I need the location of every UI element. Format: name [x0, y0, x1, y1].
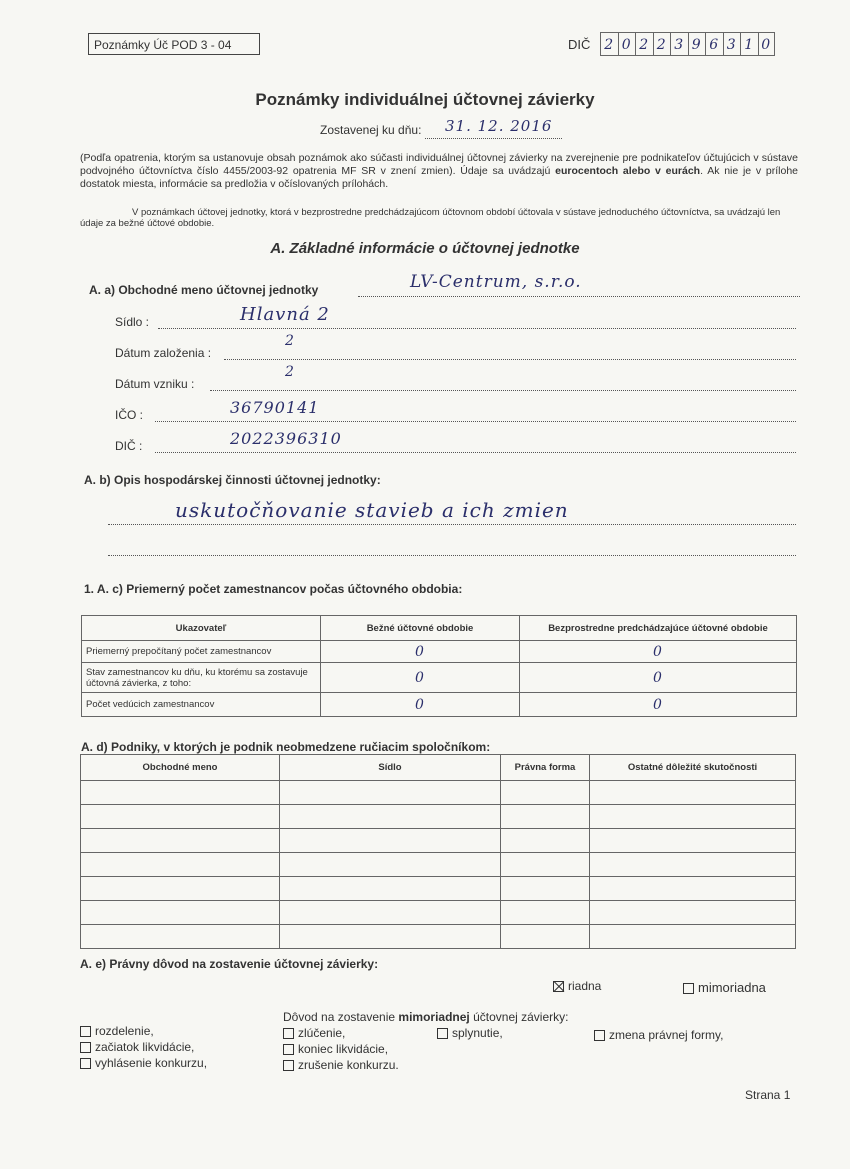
option-rozdelenie[interactable] [80, 1024, 154, 1038]
dotted-line [108, 524, 796, 525]
checkbox[interactable] [283, 1044, 294, 1055]
cell[interactable] [501, 805, 590, 829]
option-label: začiatok likvidácie, [95, 1040, 195, 1054]
checkbox[interactable] [437, 1028, 448, 1039]
current-value[interactable]: 0 [321, 693, 520, 717]
cell[interactable] [590, 805, 796, 829]
cell[interactable] [280, 781, 501, 805]
a-c-label: 1. A. c) Priemerný počet zamestnancov počas účtovného obdobia: [84, 582, 463, 596]
cell[interactable] [501, 925, 590, 949]
option-zaciatok-likvidacie[interactable] [80, 1040, 194, 1054]
option-vyhlasenie-konkurzu[interactable] [80, 1056, 207, 1070]
dic-digit: 2 [653, 32, 671, 56]
cell[interactable] [81, 781, 280, 805]
compiled-date[interactable]: 31. 12. 2016 [445, 117, 553, 135]
checkbox[interactable] [283, 1060, 294, 1071]
section-a-title: A. Základné informácie o účtovnej jednotke [270, 240, 580, 257]
dotted-line [108, 555, 796, 556]
a-e-label: A. e) Právny dôvod na zostavenie účtovnej závierky: [80, 957, 379, 971]
reason-heading: Dôvod na zostavenie mimoriadnej účtovnej závierky: [283, 1010, 569, 1024]
table-row [81, 829, 796, 853]
employees-table [81, 615, 797, 717]
table-row [81, 925, 796, 949]
cell[interactable] [280, 925, 501, 949]
page-title: Poznámky individuálnej účtovnej závierky [255, 90, 595, 109]
dic-boxes [600, 32, 775, 56]
current-value[interactable]: 0 [321, 663, 520, 693]
dotted-line [224, 359, 796, 360]
compiled-line [425, 138, 562, 139]
dic-digit: 9 [688, 32, 706, 56]
a-a-label: A. a) Obchodné meno účtovnej jednotky [89, 283, 319, 297]
option-label: splynutie, [452, 1026, 503, 1040]
dotted-line [158, 328, 796, 329]
checkbox[interactable] [80, 1058, 91, 1069]
checkbox[interactable] [80, 1026, 91, 1037]
header-cell: Právna forma [501, 755, 590, 781]
mimoriadna-option[interactable] [683, 980, 766, 995]
table-row [82, 693, 797, 717]
ico-value[interactable]: 36790141 [230, 398, 320, 417]
cell[interactable] [280, 805, 501, 829]
cell[interactable] [81, 901, 280, 925]
cell[interactable] [280, 901, 501, 925]
dic-digit: 0 [618, 32, 636, 56]
cell[interactable] [590, 829, 796, 853]
option-splynutie[interactable] [437, 1026, 503, 1040]
dic-digit: 6 [705, 32, 723, 56]
field-label: DIČ : [115, 439, 143, 453]
field-label: Dátum vzniku : [115, 377, 195, 391]
a-b-label: A. b) Opis hospodárskej činnosti účtovnej jednotky: [84, 473, 381, 487]
option-koniec-likvidacie[interactable] [283, 1042, 388, 1056]
table-row [82, 641, 797, 663]
option-zmena-pravnej-formy[interactable] [594, 1028, 724, 1042]
mimoriadna-checkbox[interactable] [683, 983, 694, 994]
option-label: zlúčenie, [298, 1026, 346, 1040]
table-row [82, 663, 797, 693]
cell[interactable] [280, 853, 501, 877]
dotted-line [210, 390, 796, 391]
origin-value[interactable]: 2 [285, 364, 295, 380]
cell[interactable] [81, 877, 280, 901]
field-label: Dátum založenia : [115, 346, 212, 360]
dic-label: DIČ [568, 37, 591, 52]
header-cell: Ukazovateľ [82, 616, 321, 641]
riadna-checkbox[interactable] [553, 981, 564, 992]
dic-value[interactable]: 2022396310 [230, 429, 342, 448]
field-label: IČO : [115, 408, 144, 422]
cell[interactable] [590, 901, 796, 925]
dic-digit: 3 [723, 32, 741, 56]
cell[interactable] [590, 781, 796, 805]
option-zrusenie-konkurzu[interactable] [283, 1058, 399, 1072]
table-row [81, 853, 796, 877]
cell[interactable] [81, 925, 280, 949]
riadna-option[interactable] [553, 979, 601, 993]
option-label: zmena právnej formy, [609, 1028, 724, 1042]
cell[interactable] [81, 829, 280, 853]
sidlo-value[interactable]: Hlavná 2 [240, 304, 330, 325]
option-label: koniec likvidácie, [298, 1042, 389, 1056]
cell[interactable] [501, 853, 590, 877]
cell[interactable] [81, 805, 280, 829]
cell[interactable] [590, 853, 796, 877]
cell[interactable] [590, 925, 796, 949]
previous-value[interactable]: 0 [520, 693, 797, 717]
cell[interactable] [280, 877, 501, 901]
cell[interactable] [501, 877, 590, 901]
header-cell: Obchodné meno [81, 755, 280, 781]
option-label: zrušenie konkurzu. [298, 1058, 399, 1072]
option-zlucenie[interactable] [283, 1026, 345, 1040]
page-number: Strana 1 [745, 1088, 791, 1102]
previous-value[interactable]: 0 [520, 641, 797, 663]
dotted-line [155, 421, 796, 422]
compiled-label: Zostavenej ku dňu: [320, 123, 422, 137]
header-cell: Bezprostredne predchádzajúce účtovné obdobie [520, 616, 797, 641]
current-value[interactable]: 0 [321, 641, 520, 663]
a-d-label: A. d) Podniky, v ktorých je podnik neobmedzene ručiacim spoločníkom: [81, 740, 491, 754]
company-name-value[interactable]: LV-Centrum, s.r.o. [410, 272, 582, 292]
row-label: Priemerný prepočítaný počet zamestnancov [82, 641, 321, 663]
form-id-box: Poznámky Úč POD 3 - 04 [88, 33, 260, 55]
table-row [81, 877, 796, 901]
row-label: Počet vedúcich zamestnancov [82, 693, 321, 717]
checkbox[interactable] [594, 1030, 605, 1041]
dic-digit: 1 [740, 32, 758, 56]
dotted-line [155, 452, 796, 453]
option-label: rozdelenie, [95, 1024, 154, 1038]
dic-digit: 2 [635, 32, 653, 56]
partners-table [80, 754, 796, 949]
checkbox[interactable] [283, 1028, 294, 1039]
intro-paragraph: (Podľa opatrenia, ktorým sa ustanovuje obsah poznámok ako súčasti individuálnej účtovnej závierky na zverejnenie pre podnikateľov účtujúcich v sústave podvojného účtovníctva číslo 4455/2003-92 opatrenia MF SR v znení zmien). Údaje sa uvádzajú eurocentoch alebo v eurách. Ak nie je v prílohe dostatok miesta, informácie sa predložia v očíslovaných prílohách. [80, 152, 799, 190]
cell[interactable] [501, 829, 590, 853]
table-row [81, 901, 796, 925]
cell[interactable] [590, 877, 796, 901]
dotted-line [358, 296, 800, 297]
header-cell: Ostatné dôležité skutočnosti [590, 755, 796, 781]
row-label: Stav zamestnancov ku dňu, ku ktorému sa zostavuje účtovná závierka, z toho: [82, 663, 321, 693]
riadna-label: riadna [568, 979, 602, 993]
previous-value[interactable]: 0 [520, 663, 797, 693]
intro-paragraph-2: V poznámkach účtovej jednotky, ktorá v bezprostredne predchádzajúcom účtovnom období účtovala v sústave jednoduchého účtovníctva, sa uvádzajú len údaje za bežné účtové obdobie. [80, 207, 781, 229]
checkbox[interactable] [80, 1042, 91, 1053]
table-row [81, 805, 796, 829]
founded-value[interactable]: 2 [285, 333, 295, 349]
header-cell: Sídlo [280, 755, 501, 781]
header-cell: Bežné účtovné obdobie [321, 616, 520, 641]
table-row [81, 781, 796, 805]
field-label: Sídlo : [115, 315, 150, 329]
dic-digit: 2 [600, 32, 618, 56]
dic-digit: 3 [670, 32, 688, 56]
cell[interactable] [501, 781, 590, 805]
cell[interactable] [81, 853, 280, 877]
cell[interactable] [501, 901, 590, 925]
option-label: vyhlásenie konkurzu, [95, 1056, 208, 1070]
activity-value[interactable]: uskutočňovanie stavieb a ich zmien [175, 498, 569, 522]
dic-digit: 0 [758, 32, 776, 56]
mimoriadna-label: mimoriadna [698, 980, 766, 995]
cell[interactable] [280, 829, 501, 853]
